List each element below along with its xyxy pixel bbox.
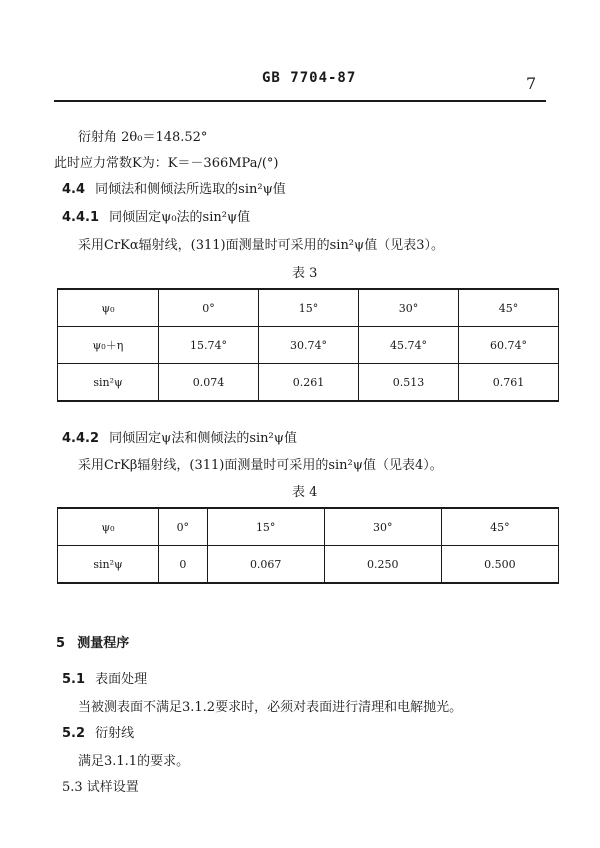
row-header-cell: sin²ψ	[58, 364, 159, 402]
standard-number: GB 7704-87	[262, 70, 357, 86]
table-cell: 45.74°	[359, 327, 459, 364]
section-title: 同倾固定ψ₀法的sin²ψ值	[109, 210, 251, 225]
row-header-cell: ψ₀	[58, 289, 159, 327]
table-cell: 0°	[159, 289, 259, 327]
table-cell: 0.250	[324, 546, 441, 584]
table-row	[58, 327, 559, 364]
table-cell: 15.74°	[159, 327, 259, 364]
section-5-1-text: 当被测表面不满足3.1.2要求时，必须对表面进行清理和电解抛光。	[78, 700, 463, 715]
section-4-4-1-text: 采用CrKα辐射线，(311)面测量时可采用的sin²ψ值（见表3）。	[78, 238, 444, 253]
page-number: 7	[526, 74, 537, 93]
table-4	[57, 507, 559, 584]
section-5-heading	[56, 632, 129, 651]
table-cell: 0.761	[459, 364, 559, 402]
section-5-3-cut-heading: 5.3 试样设置	[62, 780, 139, 795]
table-cell: 0.074	[159, 364, 259, 402]
table-cell: 30°	[359, 289, 459, 327]
section-number: 4.4	[62, 182, 86, 197]
diffraction-angle-line: 衍射角 2θ₀＝148.52°	[78, 130, 208, 145]
stress-constant-line: 此时应力常数K为：K＝－366MPa/(°)	[54, 156, 279, 171]
row-header-cell: sin²ψ	[58, 546, 159, 584]
table-cell: 45°	[459, 289, 559, 327]
table-cell: 0°	[159, 508, 208, 546]
table-row	[58, 508, 559, 546]
section-title: 测量程序	[77, 636, 130, 651]
table-cell: 0.513	[359, 364, 459, 402]
section-5-2-text: 满足3.1.1的要求。	[78, 754, 190, 769]
table-cell: 0.500	[441, 546, 558, 584]
section-4-4-1-heading	[62, 206, 250, 225]
table4-caption: 表 4	[292, 485, 318, 500]
section-4-4-2-heading	[62, 427, 297, 446]
table-3	[57, 288, 559, 402]
table-row	[58, 289, 559, 327]
section-5-2-heading	[62, 722, 134, 741]
section-title: 同倾固定ψ法和侧倾法的sin²ψ值	[109, 431, 297, 446]
section-title: 同倾法和侧倾法所选取的sin²ψ值	[95, 182, 286, 197]
table-cell: 0.067	[207, 546, 324, 584]
table-cell: 0	[159, 546, 208, 584]
table3-caption: 表 3	[292, 266, 318, 281]
section-number: 5	[56, 636, 66, 651]
section-number: 5.1	[62, 672, 86, 687]
section-number: 5.2	[62, 726, 86, 741]
row-header-cell: ψ₀	[58, 508, 159, 546]
table-cell: 30.74°	[259, 327, 359, 364]
section-5-1-heading	[62, 668, 147, 687]
section-title: 表面处理	[95, 672, 148, 687]
table-row	[58, 546, 559, 584]
table-cell: 30°	[324, 508, 441, 546]
section-number: 4.4.1	[62, 210, 100, 225]
row-header-cell: ψ₀＋η	[58, 327, 159, 364]
section-4-4-heading	[62, 178, 286, 197]
table-cell: 0.261	[259, 364, 359, 402]
section-title: 衍射线	[95, 726, 135, 741]
section-4-4-2-text: 采用CrKβ辐射线，(311)面测量时可采用的sin²ψ值（见表4）。	[78, 458, 443, 473]
table-cell: 60.74°	[459, 327, 559, 364]
table-cell: 45°	[441, 508, 558, 546]
table-cell: 15°	[207, 508, 324, 546]
table-cell: 15°	[259, 289, 359, 327]
section-number: 4.4.2	[62, 431, 100, 446]
header-rule	[54, 100, 546, 102]
table-row	[58, 364, 559, 402]
